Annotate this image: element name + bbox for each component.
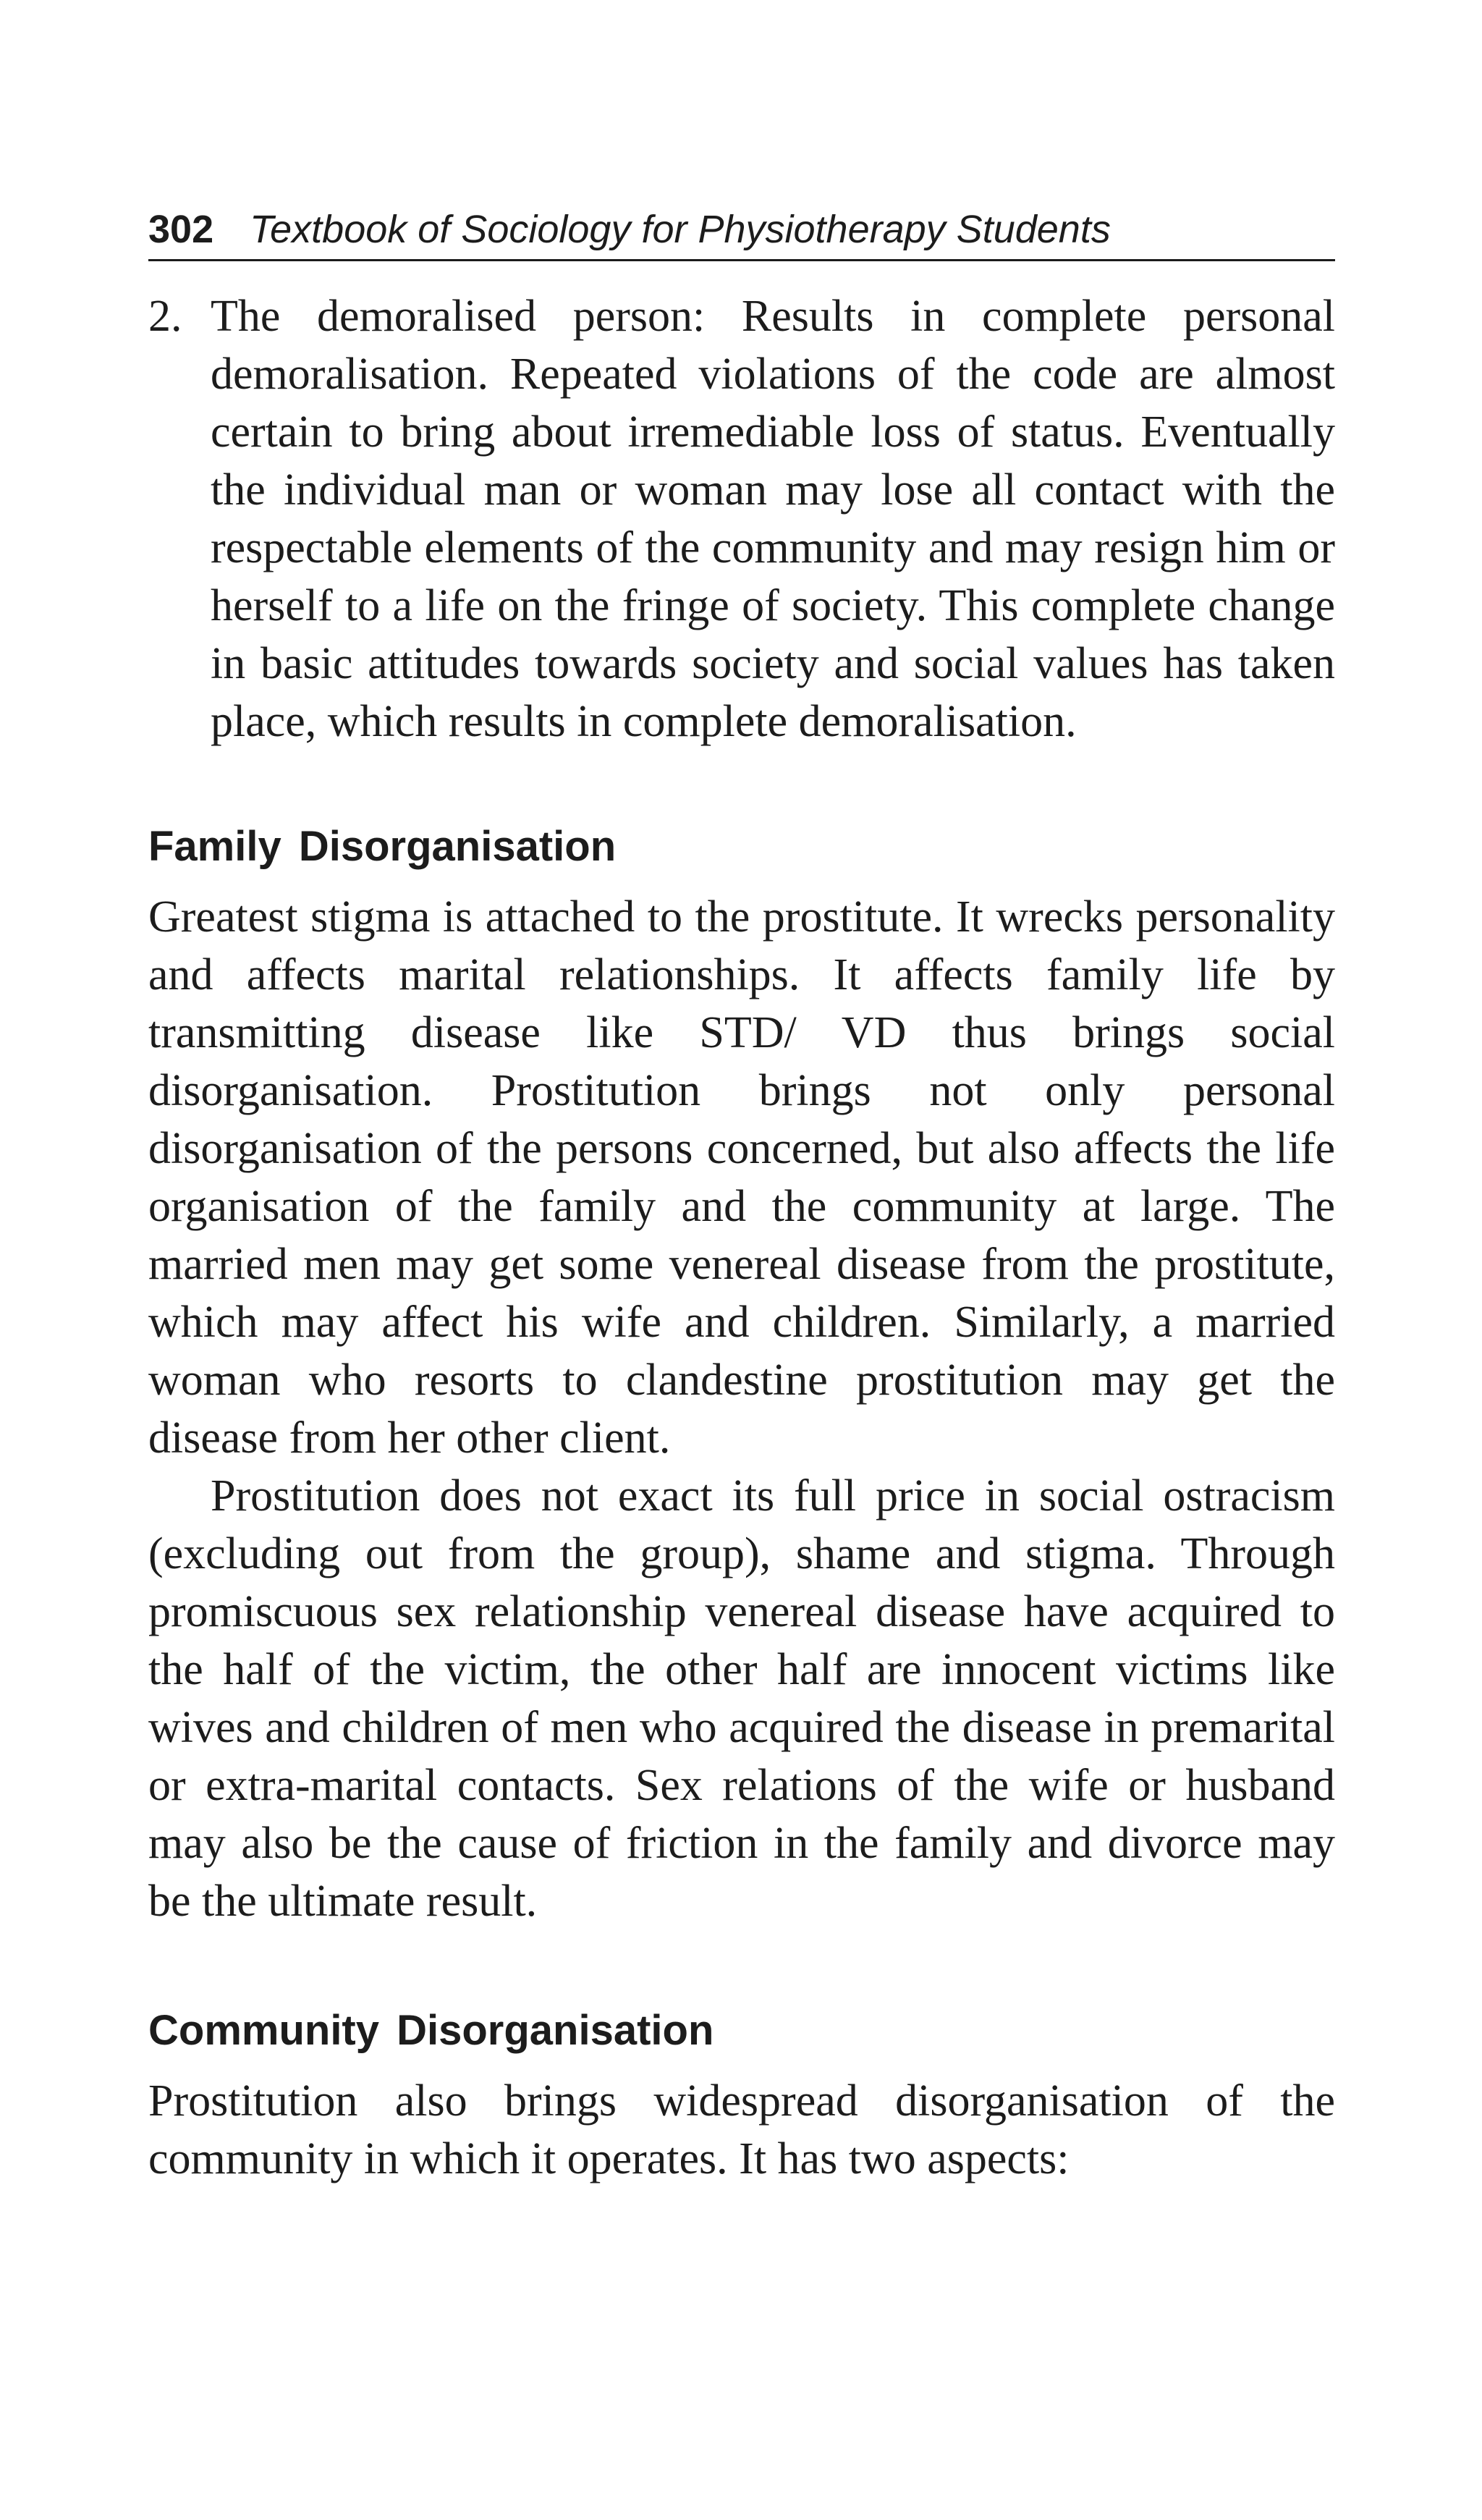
- family-paragraph-1: Greatest stigma is attached to the prostitute. It wrecks personality and affects marital relationships. It affects family life by transmitting disease like STD/ VD thus brings social disorganisation. Prostitution brings not only personal disorganisation of the persons concerned, but also affects the life organisation of the family and the community at large. The married men may get some venereal disease from the prostitute, which may affect his wife and children. Similarly, a married woman who resorts to clandestine prostitution may get the disease from her other client.: [148, 892, 1335, 1463]
- community-paragraph-1: Prostitution also brings widespread disorganisation of the community in which it operates. It has two aspects:: [148, 2076, 1335, 2183]
- book-title: Textbook of Sociology for Physiotherapy Students: [250, 208, 1111, 251]
- section-heading-family: Family Disorganisation: [148, 823, 617, 870]
- book-page: [148, 210, 1335, 2188]
- section-heading-community: Community Disorganisation: [148, 2007, 714, 2054]
- page-number: 302: [148, 208, 214, 251]
- list-item: [148, 287, 1335, 750]
- list-item-text: The demoralised person: Results in complete personal demoralisation. Repeated violations of the code are almost certain to bring about irremediable loss of status. Eventually the individual man or woman may lose all contact with the respectable elements of the community and may resign him or herself to a life on the fringe of society. This complete change in basic attitudes towards society and social values has taken place, which results in complete demoralisation.: [211, 292, 1335, 746]
- list-item-number: 2.: [148, 292, 182, 341]
- family-paragraph-2: Prostitution does not exact its full price in social ostracism (excluding out from the group), shame and stigma. Through promiscuous sex relationship venereal disease have acquired to the half of the victim, the other half are innocent victims like wives and children of men who acquired the disease in premarital or extra-marital contacts. Sex relations of the wife or husband may also be the cause of friction in the family and divorce may be the ultimate result.: [148, 1471, 1335, 1926]
- running-head: [148, 210, 1335, 261]
